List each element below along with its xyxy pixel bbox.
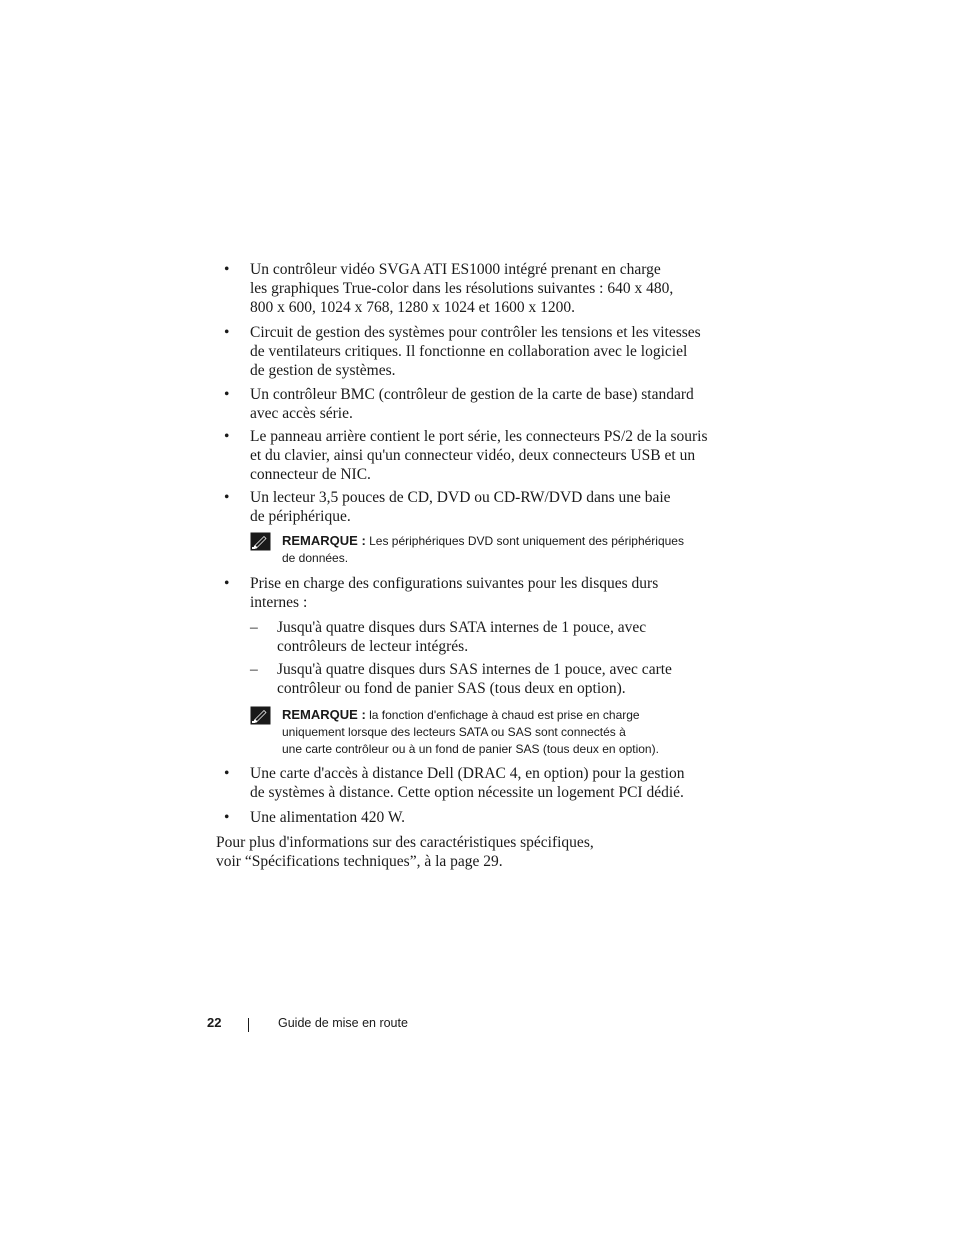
bullet: •	[224, 575, 230, 592]
list-item-text: Circuit de gestion des systèmes pour contrôler les tensions et les vitesses de ventilateurs critiques. Il fonctionne en collaboration avec le logiciel de gestion de systèmes.	[250, 324, 701, 379]
bullet: •	[224, 809, 230, 826]
list-item-text: Un lecteur 3,5 pouces de CD, DVD ou CD-RW/DVD dans une baie de périphérique.	[250, 489, 671, 525]
bullet: •	[224, 765, 230, 782]
list-item-text: Une carte d'accès à distance Dell (DRAC 4, en option) pour la gestion de systèmes à distance. Cette option nécessite un logement PCI dédié.	[250, 765, 685, 801]
page-number: 22	[207, 1015, 222, 1030]
note-pencil-icon	[250, 532, 271, 551]
list-item-text: Une alimentation 420 W.	[250, 809, 405, 826]
closing-paragraph: Pour plus d'informations sur des caractéristiques spécifiques, voir “Spécifications techniques”, à la page 29.	[216, 834, 594, 870]
footer-title: Guide de mise en route	[278, 1016, 408, 1030]
bullet: •	[224, 261, 230, 278]
dash: –	[250, 619, 258, 636]
footer-separator	[248, 1018, 249, 1032]
sub-list-item-text: Jusqu'à quatre disques durs SAS internes de 1 pouce, avec carte contrôleur ou fond de panier SAS (tous deux en option).	[277, 661, 672, 697]
list-item-text: Un contrôleur BMC (contrôleur de gestion de la carte de base) standard avec accès série.	[250, 386, 694, 422]
bullet: •	[224, 489, 230, 506]
bullet: •	[224, 386, 230, 403]
list-item-text: Un contrôleur vidéo SVGA ATI ES1000 intégré prenant en charge les graphiques True-color dans les résolutions suivantes : 640 x 480, 800 x 600, 1024 x 768, 1280 x 1024 et 1600 x 1200.	[250, 261, 674, 316]
note-label: REMARQUE :	[282, 533, 366, 548]
sub-list-item-text: Jusqu'à quatre disques durs SATA internes de 1 pouce, avec contrôleurs de lecteur intégrés.	[277, 619, 647, 655]
bullet: •	[224, 428, 230, 445]
list-item-text: Le panneau arrière contient le port série, les connecteurs PS/2 de la souris et du clavier, ainsi qu'un connecteur vidéo, deux connecteurs USB et un connecteur de NIC.	[250, 428, 708, 483]
list-item-text: Prise en charge des configurations suivantes pour les disques durs internes :	[250, 575, 659, 611]
bullet: •	[224, 324, 230, 341]
note-text: Les périphériques DVD sont uniquement des périphériques de données.	[282, 534, 684, 565]
note-label: REMARQUE :	[282, 707, 366, 722]
dash: –	[250, 661, 258, 678]
note-pencil-icon	[250, 706, 271, 725]
note-text: la fonction d'enfichage à chaud est prise en charge uniquement lorsque des lecteurs SATA ou SAS sont connectés à une carte contrôleur ou à un fond de panier SAS (tous deux en option).	[282, 708, 659, 756]
